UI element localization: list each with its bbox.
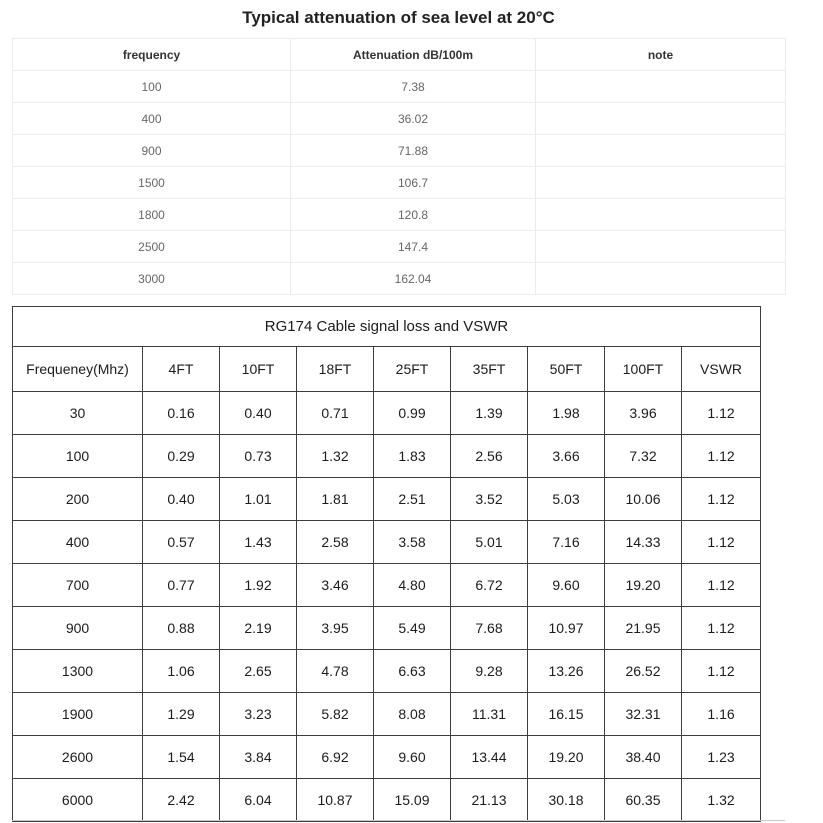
table-cell: 2.65	[220, 650, 297, 693]
table-cell	[536, 231, 786, 263]
table-cell: 1.32	[297, 435, 374, 478]
table-row	[13, 650, 761, 693]
table-cell: 60.35	[605, 779, 682, 822]
table-row	[13, 607, 761, 650]
rg174-header-row	[13, 347, 761, 392]
rg174-table-title: RG174 Cable signal loss and VSWR	[13, 307, 761, 347]
table-cell: 1500	[13, 167, 291, 199]
table-row	[13, 392, 761, 435]
rg174-header-cell: Frequeney(Mhz)	[13, 347, 143, 392]
table-cell: 1300	[13, 650, 143, 693]
table-cell: 900	[13, 607, 143, 650]
table-cell: 32.31	[605, 693, 682, 736]
table-row	[13, 71, 786, 103]
table-cell: 2.42	[143, 779, 220, 822]
table-cell: 100	[13, 71, 291, 103]
table-cell: 13.26	[528, 650, 605, 693]
table-cell: 1.29	[143, 693, 220, 736]
table-row	[13, 135, 786, 167]
table-cell: 0.88	[143, 607, 220, 650]
table-row	[13, 103, 786, 135]
table-row	[13, 199, 786, 231]
table-row	[13, 478, 761, 521]
table-cell: 9.60	[374, 736, 451, 779]
table-cell: 6.63	[374, 650, 451, 693]
table-cell: 6.92	[297, 736, 374, 779]
table-cell: 3.52	[451, 478, 528, 521]
table-cell: 4.78	[297, 650, 374, 693]
cutoff-next-element-border	[12, 820, 785, 821]
table-cell: 5.82	[297, 693, 374, 736]
table-cell: 1.39	[451, 392, 528, 435]
table-cell: 16.15	[528, 693, 605, 736]
rg174-header-cell: VSWR	[682, 347, 761, 392]
table-cell: 3000	[13, 263, 291, 295]
rg174-header-cell: 18FT	[297, 347, 374, 392]
table-cell: 0.73	[220, 435, 297, 478]
table-cell: 1900	[13, 693, 143, 736]
table-cell: 3.58	[374, 521, 451, 564]
table-cell: 1.06	[143, 650, 220, 693]
attenuation-table	[12, 38, 786, 295]
table-cell: 1.12	[682, 435, 761, 478]
table-cell: 1.01	[220, 478, 297, 521]
table-row	[13, 693, 761, 736]
rg174-table	[12, 306, 761, 822]
table-row	[13, 736, 761, 779]
table-cell: 21.95	[605, 607, 682, 650]
table-cell	[536, 135, 786, 167]
table-row	[13, 779, 761, 822]
rg174-table-head	[13, 307, 761, 392]
table-cell: 0.57	[143, 521, 220, 564]
table-row	[13, 263, 786, 295]
table-cell: 0.71	[297, 392, 374, 435]
attenuation-table-title: Typical attenuation of sea level at 20°C	[242, 8, 555, 27]
table-cell: 1.92	[220, 564, 297, 607]
table-cell: 0.99	[374, 392, 451, 435]
table-cell: 200	[13, 478, 143, 521]
table-cell: 0.77	[143, 564, 220, 607]
table-cell: 10.06	[605, 478, 682, 521]
table-cell: 1.98	[528, 392, 605, 435]
table-cell: 0.29	[143, 435, 220, 478]
table-cell: 2500	[13, 231, 291, 263]
table-cell: 7.68	[451, 607, 528, 650]
table-cell: 10.87	[297, 779, 374, 822]
table-row	[13, 435, 761, 478]
table-cell: 120.8	[291, 199, 536, 231]
table-cell: 30.18	[528, 779, 605, 822]
table-cell: 10.97	[528, 607, 605, 650]
table-cell: 30	[13, 392, 143, 435]
rg174-header-cell: 10FT	[220, 347, 297, 392]
rg174-header-cell: 35FT	[451, 347, 528, 392]
attenuation-header-cell: note	[536, 39, 786, 71]
table-cell: 100	[13, 435, 143, 478]
table-cell: 3.84	[220, 736, 297, 779]
table-cell: 900	[13, 135, 291, 167]
table-cell: 2.58	[297, 521, 374, 564]
table-cell: 700	[13, 564, 143, 607]
table-cell: 1.12	[682, 607, 761, 650]
table-cell: 21.13	[451, 779, 528, 822]
table-cell: 71.88	[291, 135, 536, 167]
attenuation-table-body	[13, 71, 786, 295]
table-cell	[536, 103, 786, 135]
table-cell: 0.40	[143, 478, 220, 521]
table-cell	[536, 199, 786, 231]
rg174-header-cell: 100FT	[605, 347, 682, 392]
table-cell: 1800	[13, 199, 291, 231]
table-cell: 5.49	[374, 607, 451, 650]
rg174-header-cell: 4FT	[143, 347, 220, 392]
table-cell: 1.23	[682, 736, 761, 779]
table-cell: 9.60	[528, 564, 605, 607]
table-cell: 6.72	[451, 564, 528, 607]
table-row	[13, 564, 761, 607]
table-cell	[536, 167, 786, 199]
table-cell: 3.23	[220, 693, 297, 736]
table-cell: 38.40	[605, 736, 682, 779]
rg174-header-cell: 50FT	[528, 347, 605, 392]
rg174-title-row	[13, 307, 761, 347]
table-cell: 14.33	[605, 521, 682, 564]
table-row	[13, 167, 786, 199]
table-cell: 6.04	[220, 779, 297, 822]
table-cell: 1.12	[682, 478, 761, 521]
table-cell: 0.16	[143, 392, 220, 435]
table-cell: 1.12	[682, 650, 761, 693]
table-cell: 2.56	[451, 435, 528, 478]
attenuation-header-cell: frequency	[13, 39, 291, 71]
table-cell: 13.44	[451, 736, 528, 779]
table-cell: 3.46	[297, 564, 374, 607]
table-cell: 1.83	[374, 435, 451, 478]
table-cell: 19.20	[528, 736, 605, 779]
table-cell: 36.02	[291, 103, 536, 135]
table-cell: 1.12	[682, 392, 761, 435]
table-cell: 15.09	[374, 779, 451, 822]
attenuation-header-cell: Attenuation dB/100m	[291, 39, 536, 71]
table-cell: 0.40	[220, 392, 297, 435]
table-cell	[536, 263, 786, 295]
table-cell: 1.43	[220, 521, 297, 564]
table-cell: 400	[13, 103, 291, 135]
table-cell: 4.80	[374, 564, 451, 607]
table-cell: 162.04	[291, 263, 536, 295]
table-cell: 2600	[13, 736, 143, 779]
table-cell: 1.16	[682, 693, 761, 736]
table-cell: 2.51	[374, 478, 451, 521]
table-cell: 8.08	[374, 693, 451, 736]
table-cell: 26.52	[605, 650, 682, 693]
table-row	[13, 521, 761, 564]
table-cell: 6000	[13, 779, 143, 822]
table-cell: 11.31	[451, 693, 528, 736]
table-cell: 7.32	[605, 435, 682, 478]
table-cell: 106.7	[291, 167, 536, 199]
table-cell: 1.12	[682, 564, 761, 607]
table-cell: 1.32	[682, 779, 761, 822]
table-cell	[536, 71, 786, 103]
table-cell: 5.03	[528, 478, 605, 521]
rg174-table-body	[13, 392, 761, 822]
table-cell: 147.4	[291, 231, 536, 263]
table-cell: 3.95	[297, 607, 374, 650]
table-cell: 1.54	[143, 736, 220, 779]
rg174-header-cell: 25FT	[374, 347, 451, 392]
table-cell: 3.66	[528, 435, 605, 478]
table-cell: 1.12	[682, 521, 761, 564]
attenuation-header-row	[13, 39, 786, 71]
table-cell: 7.16	[528, 521, 605, 564]
table-cell: 5.01	[451, 521, 528, 564]
table-cell: 3.96	[605, 392, 682, 435]
table-cell: 400	[13, 521, 143, 564]
attenuation-section	[12, 0, 785, 295]
table-cell: 19.20	[605, 564, 682, 607]
table-cell: 7.38	[291, 71, 536, 103]
table-cell: 2.19	[220, 607, 297, 650]
table-cell: 1.81	[297, 478, 374, 521]
attenuation-table-head	[13, 39, 786, 71]
table-cell: 9.28	[451, 650, 528, 693]
table-row	[13, 231, 786, 263]
